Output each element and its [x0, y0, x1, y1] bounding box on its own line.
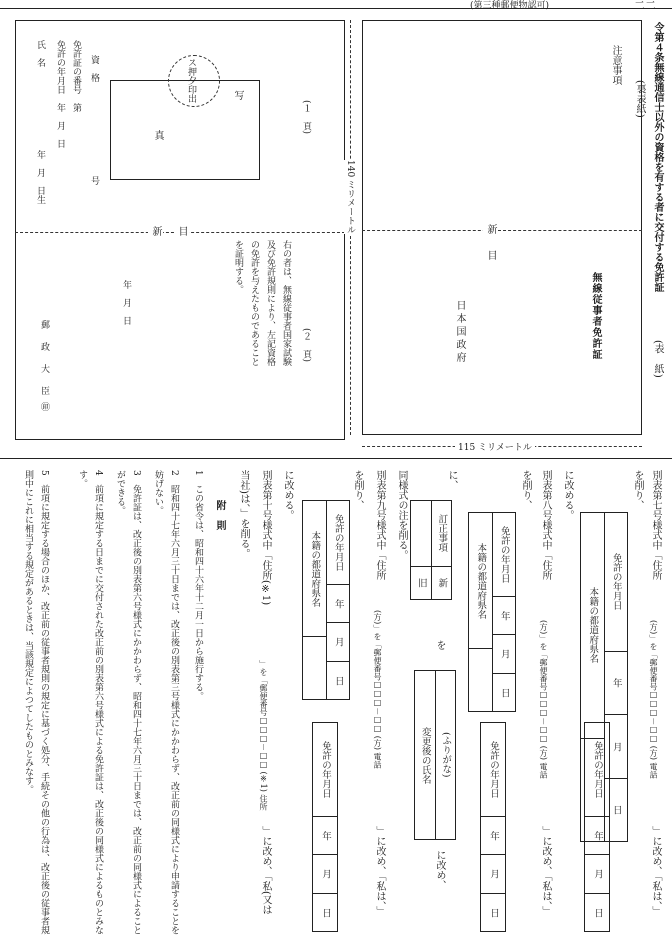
- t3-cell: 訂正事項: [432, 501, 452, 567]
- t1-cell: 年: [327, 585, 350, 624]
- supplement-title: 附 則: [214, 500, 225, 530]
- t1-cell: [469, 649, 492, 711]
- page-number: 二二: [634, 0, 656, 12]
- t1-cell: 本籍の都道府県名: [469, 513, 492, 649]
- t2-cell: 年: [313, 817, 337, 855]
- t1-cell: 年: [605, 652, 628, 716]
- license-date-label: 免許の年月日 年 月 日: [55, 40, 65, 148]
- p4-line-d: 当社)は、」を削る。: [238, 470, 249, 559]
- page1-label: (１ 頁): [301, 100, 311, 135]
- p2-line-c: 」に改め、「私は、」: [540, 826, 551, 916]
- p3-line-d: を削り、: [352, 470, 363, 510]
- shin-mark-right: 新: [485, 224, 496, 234]
- t1-cell: 月: [605, 715, 628, 779]
- p3-line-a: 別表第九号様式中「住所: [374, 470, 385, 580]
- p4-line-b: 」を「郵便番号□□□－□□ (※1) 住所: [259, 660, 268, 811]
- p1-line-a: 別表第七号様式中「住所: [650, 470, 661, 580]
- supplement-item-4: 4 前項に規定する日までに交付された改正前の別表第六号様式による免許証は、改正後の同様式によるものとみなす。: [77, 470, 103, 935]
- table-t2-old: [468, 512, 516, 712]
- t2-cell: 月: [585, 855, 609, 893]
- birth-label: 年 月 日生: [35, 150, 45, 204]
- p2-line-g: に改め、: [434, 850, 445, 890]
- p1-line-d: を削り、: [632, 470, 643, 510]
- t3-cell: 旧: [415, 578, 427, 588]
- p2-line-f: を: [434, 640, 445, 650]
- photo-label-2: 真: [152, 130, 163, 140]
- p2-line-h: 同様式の注を削る。: [396, 470, 407, 560]
- t1-cell: 免許の年月日: [327, 501, 350, 585]
- t1-cell: 日: [498, 687, 510, 697]
- t2-cell: 年: [481, 817, 505, 855]
- qual-label: 資 格: [89, 55, 99, 82]
- form-outer-frame-right: [362, 20, 642, 435]
- supplement-item-1: 1 この省令は、昭和四十六年十二月一日から施行する。: [193, 470, 203, 701]
- t2-cell: 免許の年月日: [313, 723, 337, 817]
- p3-line-b: (方)」を「郵便番号□□□－□□ (方) 電話: [373, 610, 382, 769]
- t2-cell: 免許の年月日: [585, 723, 609, 817]
- form-title: 令第４条無線通信士以外の資格を有する者に交付する免許証: [652, 22, 663, 292]
- t1-cell: 月: [327, 623, 350, 662]
- certify-text: 右の者は、無線従事者国家試験及び免許規則により、左記資格の免許を与えたものであることを証明する。: [233, 240, 291, 366]
- p2-line-b: (方)」を「郵便番号□□□－□□ (方) 電話: [539, 620, 548, 779]
- p3-line-c: 」に改め、「私は、」: [374, 826, 385, 916]
- stamp-text: ス押夕印出: [186, 58, 196, 103]
- t2-cell: 免許の年月日: [481, 723, 505, 817]
- section-divider: [0, 458, 672, 459]
- minister-name: 郵 政 大 臣 ㊞: [39, 320, 49, 413]
- photo-label: 写: [232, 90, 243, 100]
- t1-cell: 日: [610, 805, 622, 815]
- dim-width-label: 115 ミリメートル: [455, 440, 535, 453]
- t4-cell: (ふりがな): [440, 732, 452, 778]
- p3-line-e: に改める。: [282, 470, 293, 520]
- page2-label: (２ 頁): [301, 328, 311, 363]
- t2-cell: 日: [592, 907, 603, 918]
- issue-date-line: 年 月 日: [121, 280, 131, 325]
- p2-line-d: を削り、: [520, 470, 531, 510]
- p1-line-c: 」に改め、「私は、」: [650, 826, 661, 916]
- supplement-item-5: 5 前項に規定する場合のほか、改正前の従事者規則の規定に基づく処分、手続その他の行為は、改正後の従事者規則中にこれに相当する規定があるときは、当該規定によつてしたものとみなす。: [23, 470, 49, 935]
- t1-cell: [303, 637, 326, 699]
- table-t5-old: [302, 500, 350, 700]
- t2-cell: 日: [488, 907, 499, 918]
- t1-cell: 日: [332, 675, 344, 685]
- me-mark-right: 目: [485, 250, 496, 260]
- p4-line-a: 別表第十号様式中「住所(※1): [260, 470, 271, 606]
- table-t5-new: [312, 722, 338, 932]
- t4-cell: 変更後の氏名: [419, 726, 431, 784]
- form-subtitle: (裏表紙): [634, 80, 645, 118]
- page-header-left: (第三種郵便物認可): [470, 1, 550, 11]
- table-t2-new: [480, 722, 506, 932]
- shin-mark-left: 新: [150, 226, 161, 236]
- p1-line-e: に改める。: [562, 470, 573, 520]
- p2-line-a: 別表第八号様式中「住所: [540, 470, 551, 580]
- supplement-item-2: 2 昭和四十七年六月三十日までは、改正後の別表第三号様式にかかわらず、改正前の同様式により申請することを妨げない。: [153, 470, 179, 935]
- license-title: 無線従事者免許証: [590, 272, 601, 360]
- t1-cell: 本籍の都道府県名: [581, 513, 604, 739]
- table-t3: [410, 500, 452, 600]
- supplement-item-3: 3 免許証は、改正後の別表第六号様式にかかわらず、昭和四十七年六月三十日までは、改正前の同様式によることができる。: [115, 470, 141, 935]
- t3-cell: 新: [436, 578, 448, 588]
- form-title-mark: (表 紙): [652, 340, 663, 378]
- t1-cell: 免許の年月日: [493, 513, 516, 597]
- p2-line-e: に、: [446, 470, 457, 490]
- t1-cell: 本籍の都道府県名: [303, 501, 326, 637]
- t2-cell: 日: [320, 907, 331, 918]
- me-mark-left: 目: [176, 226, 187, 236]
- t1-cell: 月: [493, 635, 516, 674]
- dim-height-label: 140 ミリメートル: [345, 160, 355, 235]
- table-t1-new: [584, 722, 610, 932]
- p1-line-b: (方)」を「郵便番号□□□－□□ (方) 電話: [649, 620, 658, 779]
- t1-cell: 免許の年月日: [605, 513, 628, 652]
- license-no-suffix: 号: [89, 176, 99, 185]
- t2-cell: 年: [585, 817, 609, 855]
- t2-cell: 月: [481, 855, 505, 893]
- table-t4: [414, 670, 456, 840]
- t2-cell: 月: [313, 855, 337, 893]
- header-rule: [0, 8, 672, 9]
- p4-line-c: 」に改め、「私(又は: [260, 826, 271, 915]
- name-label: 氏 名: [35, 40, 45, 67]
- t1-cell: 年: [493, 597, 516, 636]
- issuer-name: 日本国政府: [454, 300, 465, 365]
- note-label: 注意事項: [610, 45, 621, 85]
- t3-cell: [411, 501, 431, 567]
- license-no-label: 免許証の番号 第: [71, 40, 81, 112]
- fold-line-right: [362, 230, 642, 231]
